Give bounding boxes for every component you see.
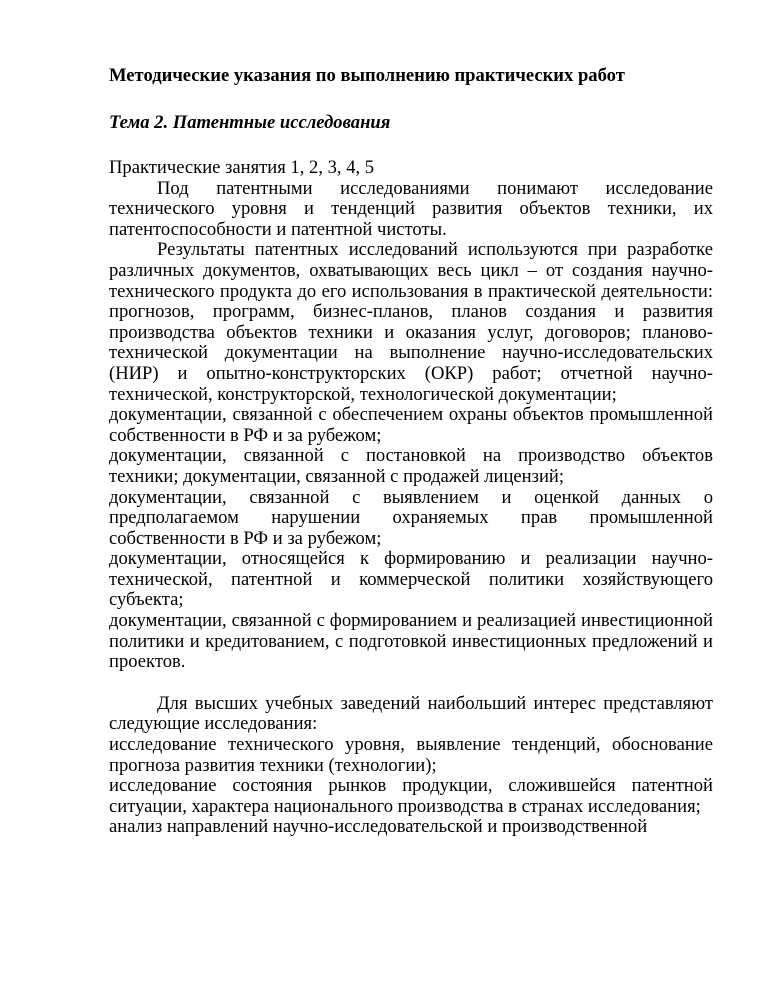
paragraph-gap bbox=[109, 673, 713, 694]
paragraph-tech-level: исследование технического уровня, выявление тенденций, обоснование прогноза развития техники (технологии); bbox=[109, 734, 713, 776]
paragraph-results-usage: Результаты патентных исследований используются при разработке различных документов, охватывающих весь цикл – от создания научно-технического продукта до его использования в практической деятельности: прогнозов, программ, бизнес-планов, планов создания и развития производства объектов техники и оказания услуг, договоров; планово-технической документации на выполнение научно-исследовательских (НИР) и опытно-конструкторских (ОКР) работ; отчетной научно-технической, конструкторской, технологической документации; bbox=[109, 239, 713, 405]
document-page bbox=[109, 64, 713, 838]
paragraph-policy-docs: документации, относящейся к формированию и реализации научно-технической, патентной и коммерческой политики хозяйствующего субъекта; bbox=[109, 548, 713, 611]
paragraph-analysis: анализ направлений научно-исследовательской и производственной bbox=[109, 816, 648, 838]
paragraph-definition: Под патентными исследованиями понимают исследование технического уровня и тенденций развития объектов техники, их патентоспособности и патентной чистоты. bbox=[109, 177, 713, 240]
paragraph-production-docs: документации, связанной с постановкой на производство объектов техники; документации, связанной с продажей лицензий; bbox=[109, 445, 713, 487]
topic-title: Тема 2. Патентные исследования bbox=[109, 112, 391, 133]
paragraph-investment-docs: документации, связанной с формированием и реализацией инвестиционной политики и кредитованием, с подготовкой инвестиционных предложений и проектов. bbox=[109, 610, 713, 673]
document-heading: Методические указания по выполнению практических работ bbox=[109, 65, 625, 86]
lesson-line: Практические занятия 1, 2, 3, 4, 5 bbox=[109, 157, 375, 178]
paragraph-protection-docs: документации, связанной с обеспечением охраны объектов промышленной собственности в РФ и за рубежом; bbox=[109, 404, 713, 446]
paragraph-market-state: исследование состояния рынков продукции, сложившейся патентной ситуации, характера национального производства в странах исследования; bbox=[109, 775, 713, 817]
paragraph-universities: Для высших учебных заведений наибольший интерес представляют следующие исследования: bbox=[109, 692, 713, 735]
paragraph-infringement-docs: документации, связанной с выявлением и оценкой данных о предполагаемом нарушении охраняемых прав промышленной собственности в РФ и за рубежом; bbox=[109, 486, 713, 549]
